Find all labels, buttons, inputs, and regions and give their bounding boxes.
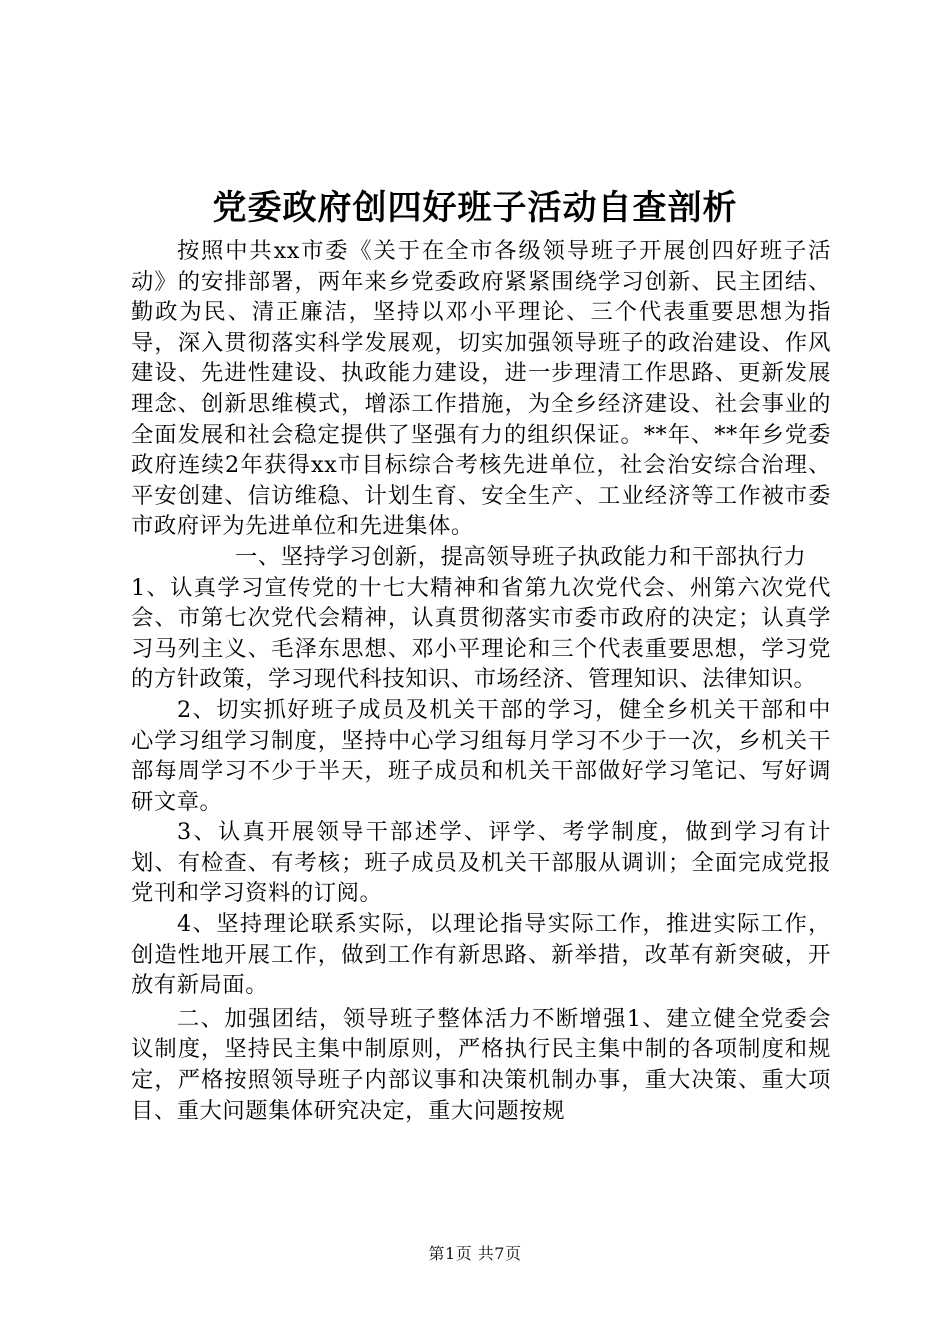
paragraph-item-1-1: 1、认真学习宣传党的十七大精神和省第九次党代会、州第六次党代会、市第七次党代会精神，认真贯彻落实市委市政府的决定；认真学习马列主义、毛泽东思想、邓小平理论和三个代表重要思想，学习党的方针政策，学习现代科技知识、市场经济、管理知识、法律知识。	[131, 574, 831, 693]
document-body	[131, 236, 831, 1126]
paragraph-item-1-2: 2、切实抓好班子成员及机关干部的学习，健全乡机关干部和中心学习组学习制度，坚持中心学习组每月学习不少于一次，乡机关干部每周学习不少于半天，班子成员和机关干部做好学习笔记、写好调研文章。	[131, 696, 831, 815]
paragraph-intro: 按照中共xx市委《关于在全市各级领导班子开展创四好班子活动》的安排部署，两年来乡党委政府紧紧围绕学习创新、民主团结、勤政为民、清正廉洁，坚持以邓小平理论、三个代表重要思想为指导，深入贯彻落实科学发展观，切实加强领导班子的政治建设、作风建设、先进性建设、执政能力建设，进一步理清工作思路、更新发展理念、创新思维模式，增添工作措施，为全乡经济建设、社会事业的全面发展和社会稳定提供了坚强有力的组织保证。**年、**年乡党委政府连续2年获得xx市目标综合考核先进单位，社会治安综合治理、平安创建、信访维稳、计划生育、安全生产、工业经济等工作被市委市政府评为先进单位和先进集体。	[131, 238, 831, 540]
document-title: 党委政府创四好班子活动自查剖析	[212, 188, 738, 228]
section-heading-2: 二、加强团结，领导班子整体活力不断增强	[177, 1005, 627, 1032]
paragraph-section-1	[131, 542, 831, 695]
paragraph-item-1-3: 3、认真开展领导干部述学、评学、考学制度，做到学习有计划、有检查、有考核；班子成员及机关干部服从调训；全面完成党报党刊和学习资料的订阅。	[131, 819, 831, 907]
paragraph-item-1-4: 4、坚持理论联系实际，以理论指导实际工作，推进实际工作，创造性地开展工作，做到工作有新思路、新举措，改革有新突破，开放有新局面。	[131, 911, 831, 999]
paragraph-item-2-1: 1、建立健全党委会议制度，坚持民主集中制原则，严格执行民主集中制的各项制度和规定，严格按照领导班子内部议事和决策机制办事，重大决策、重大项目、重大问题集体研究决定，重大问题按规	[131, 1005, 832, 1124]
section-heading-1: 一、坚持学习创新，提高领导班子执政能力和干部执行力	[235, 543, 807, 570]
page-number-footer: 第1页 共7页	[428, 1244, 522, 1263]
paragraph-section-2	[131, 1004, 831, 1126]
